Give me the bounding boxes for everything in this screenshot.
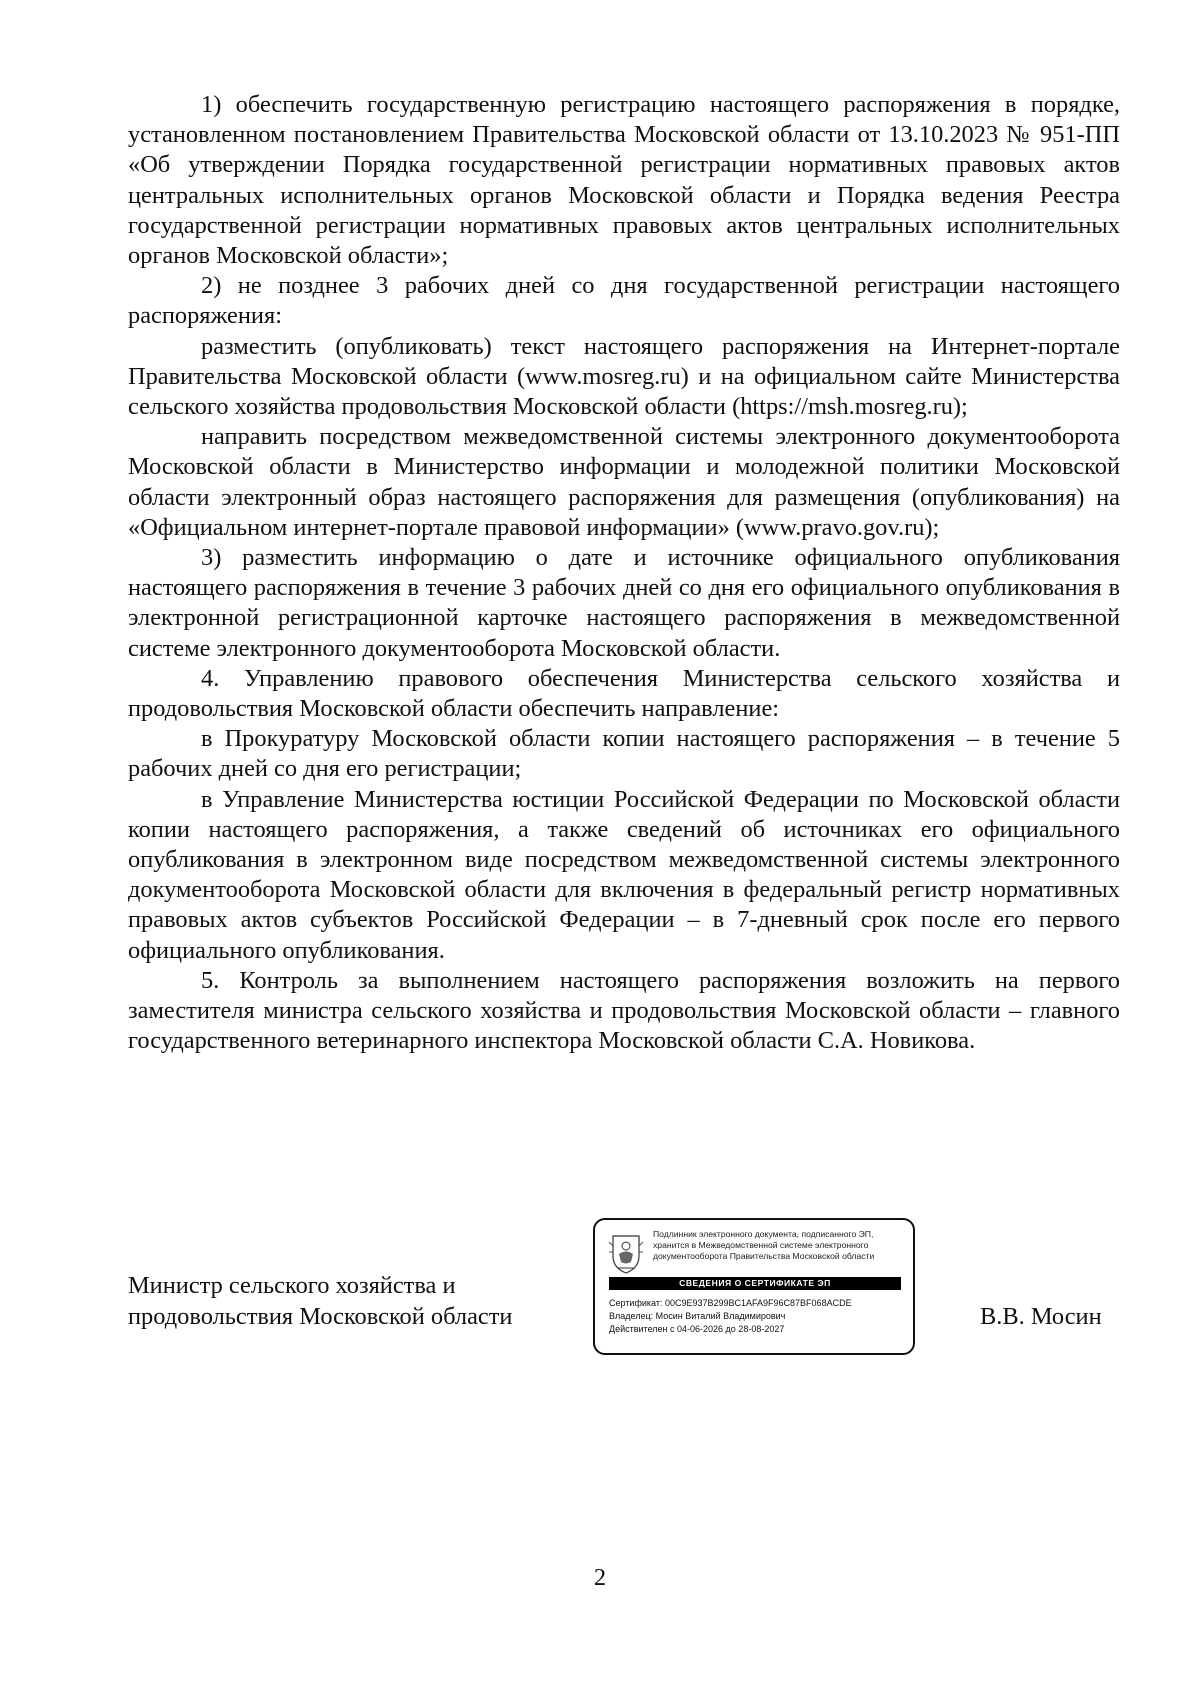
paragraph-7: в Прокуратуру Московской области копии настоящего распоряжения – в течение 5 рабочих дней со дня его регистрации; (128, 725, 1120, 783)
paragraph-6: 4. Управлению правового обеспечения Министерства сельского хозяйства и продовольствия Московской области обеспечить направление: (128, 664, 1120, 723)
stamp-notice-line-3: документооборота Правительства Московской области (653, 1251, 875, 1261)
signatory-role-line-1: Министр сельского хозяйства и (128, 1272, 456, 1299)
stamp-notice-line-1: Подлинник электронного документа, подписанного ЭП, (653, 1229, 874, 1239)
stamp-validity: Действителен с 04-06-2026 до 28-08-2027 (609, 1324, 785, 1334)
paragraph-4: направить посредством межведомственной системы электронного документооборота Московской области в Министерство информации и молодежной политики Московской области электронный образ настоящего распоряжения для размещения (опубликования) на «Официальном интернет-портале правовой информации» (www.pravo.gov.ru); (128, 423, 1120, 541)
page-number: 2 (593, 1564, 607, 1591)
document-body (128, 90, 1120, 1057)
paragraph-5: 3) разместить информацию о дате и источнике официального опубликования настоящего распоряжения в течение 3 рабочих дней со дня его официального опубликования в электронной регистрационной карточке настоящего распоряжения в межведомственной системе электронного документооборота Московской области. (128, 544, 1120, 662)
paragraph-2: 2) не позднее 3 рабочих дней со дня государственной регистрации настоящего распоряжения: (128, 272, 1120, 330)
stamp-notice (653, 1229, 911, 1262)
stamp-certificate-details (609, 1297, 909, 1336)
paragraph-9: 5. Контроль за выполнением настоящего распоряжения возложить на первого заместителя министра сельского хозяйства и продовольствия Московской области – главного государственного ветеринарного инспектора Московской области С.А. Новикова. (128, 966, 1120, 1055)
electronic-signature-stamp (593, 1218, 915, 1355)
stamp-owner: Владелец: Мосин Виталий Владимирович (609, 1311, 786, 1321)
signatory-role (128, 1271, 512, 1332)
moscow-region-coat-of-arms-icon (607, 1232, 645, 1276)
stamp-notice-line-2: хранится в Межведомственной системе электронного (653, 1240, 869, 1250)
paragraph-8: в Управление Министерства юстиции Российской Федерации по Московской области копии настоящего распоряжения, а также сведений об источниках его официального опубликования в электронном виде посредством межведомственной системы электронного документооборота Московской области для включения в федеральный регистр нормативных правовых актов субъектов Российской Федерации – в 7-дневный срок после его первого официального опубликования. (128, 785, 1120, 964)
paragraph-1: 1) обеспечить государственную регистрацию настоящего распоряжения в порядке, установленном постановлением Правительства Московской области от 13.10.2023 № 951-ПП «Об утверждении Порядка государственной регистрации нормативных правовых актов центральных исполнительных органов Московской области и Порядка ведения Реестра государственной регистрации нормативных правовых актов центральных исполнительных органов Московской области»; (128, 91, 1120, 270)
paragraph-3: разместить (опубликовать) текст настоящего распоряжения на Интернет-портале Правительства Московской области (www.mosreg.ru) и на официальном сайте Министерства сельского хозяйства продовольствия Московской области (https://msh.mosreg.ru); (128, 332, 1120, 421)
signatory-role-line-2: продовольствия Московской области (128, 1302, 513, 1330)
stamp-certificate: Сертификат: 00C9E937B299BC1AFA9F96C87BF068ACDE (609, 1298, 852, 1308)
stamp-header: СВЕДЕНИЯ О СЕРТИФИКАТЕ ЭП (609, 1277, 901, 1290)
signatory-name: В.В. Мосин (980, 1303, 1102, 1330)
